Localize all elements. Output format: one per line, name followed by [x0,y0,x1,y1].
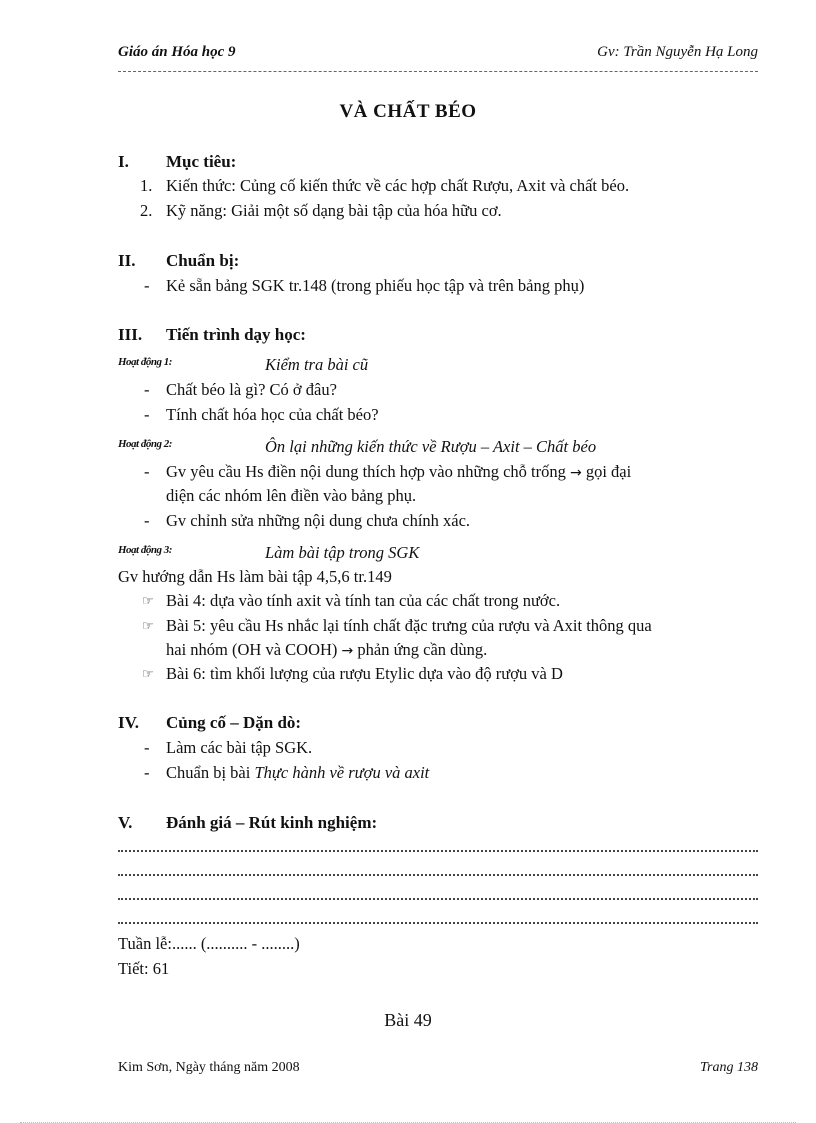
lesson-number: Bài 49 [384,1010,432,1030]
list-item-number: 2. [140,201,153,220]
section-4-title: Củng cố – Dặn dò: [166,713,302,732]
list-item-continuation [166,640,487,660]
list-item: Kẻ sẵn bảng SGK tr.148 (trong phiếu học tập và trên bảng phụ) [166,276,585,295]
activity-1-label: Hoạt động 1: [118,356,172,368]
section-5-number: V. [118,813,133,832]
list-item [166,462,631,482]
activity-2-title: Ôn lại những kiến thức về Rượu – Axit – Chất béo [265,437,597,456]
pointing-hand-icon: ☞ [142,593,154,608]
section-1-title: Mục tiêu: [166,152,237,171]
list-bullet: - [144,738,150,757]
list-bullet: - [144,763,150,782]
list-item: Kiến thức: Củng cố kiến thức về các hợp chất Rượu, Axit và chất béo. [166,176,630,195]
list-item: Bài 5: yêu cầu Hs nhắc lại tính chất đặc trưng của rượu và Axit thông qua [166,616,652,635]
section-4-number: IV. [118,713,139,732]
activity-3-label: Hoạt động 3: [118,544,172,556]
list-item-text: gọi đại [585,462,632,481]
list-item: Kỹ năng: Giải một số dạng bài tập của hóa hữu cơ. [166,201,502,220]
section-2-number: II. [118,251,136,270]
list-item: Chất béo là gì? Có ở đâu? [166,380,337,399]
footer-left: Kim Sơn, Ngày tháng năm 2008 [118,1060,300,1075]
list-bullet: - [144,511,150,530]
pointing-hand-icon: ☞ [142,618,154,633]
activity-3-intro: Gv hướng dẫn Hs làm bài tập 4,5,6 tr.149 [118,567,392,586]
list-item: Bài 4: dựa vào tính axit và tính tan của các chất trong nước. [166,591,561,610]
list-item: Làm các bài tập SGK. [166,738,313,757]
week-line: Tuần lễ:...... (.......... - ........) [118,934,300,953]
list-bullet: - [144,276,150,295]
header-left: Giáo án Hóa học 9 [118,44,236,60]
section-3-number: III. [118,325,143,344]
list-item: Bài 6: tìm khối lượng của rượu Etylic dựa vào độ rượu và D [166,664,563,683]
list-item-text: Gv yêu cầu Hs điền nội dung thích hợp vào những chỗ trống [166,462,566,481]
section-2-title: Chuẩn bị: [166,251,240,270]
period-line: Tiết: 61 [118,959,170,978]
blank-line [118,850,758,852]
arrow-right-icon: → [341,643,354,659]
list-item [166,763,429,783]
page-title: VÀ CHẤT BÉO [339,101,477,122]
footer-page-number: Trang 138 [700,1060,758,1075]
blank-line [118,898,758,900]
list-item: Tính chất hóa học của chất béo? [166,405,379,424]
list-bullet: - [144,405,150,424]
section-1-number: I. [118,152,129,171]
activity-1-title: Kiểm tra bài cũ [265,355,369,374]
header-right: Gv: Trần Nguyễn Hạ Long [597,44,758,60]
lesson-reference: Thực hành về rượu và axit [254,763,430,782]
section-5-title: Đánh giá – Rút kinh nghiệm: [166,813,378,832]
list-item-text: Chuẩn bị bài [166,763,255,782]
pointing-hand-icon: ☞ [142,666,154,681]
list-item-text: hai nhóm (OH và COOH) [166,640,338,659]
header-divider [118,71,758,72]
blank-line [118,922,758,924]
list-item-text: phản ứng cần dùng. [357,640,488,659]
list-bullet: - [144,380,150,399]
list-item-number: 1. [140,176,153,195]
arrow-right-icon: → [569,465,582,481]
blank-line [118,874,758,876]
activity-2-label: Hoạt động 2: [118,438,172,450]
list-bullet: - [144,462,150,481]
list-item-continuation: diện các nhóm lên điền vào bảng phụ. [166,486,417,505]
list-item: Gv chỉnh sửa những nội dung chưa chính xác. [166,511,471,530]
activity-3-title: Làm bài tập trong SGK [265,543,420,562]
section-3-title: Tiến trình dạy học: [166,325,306,344]
